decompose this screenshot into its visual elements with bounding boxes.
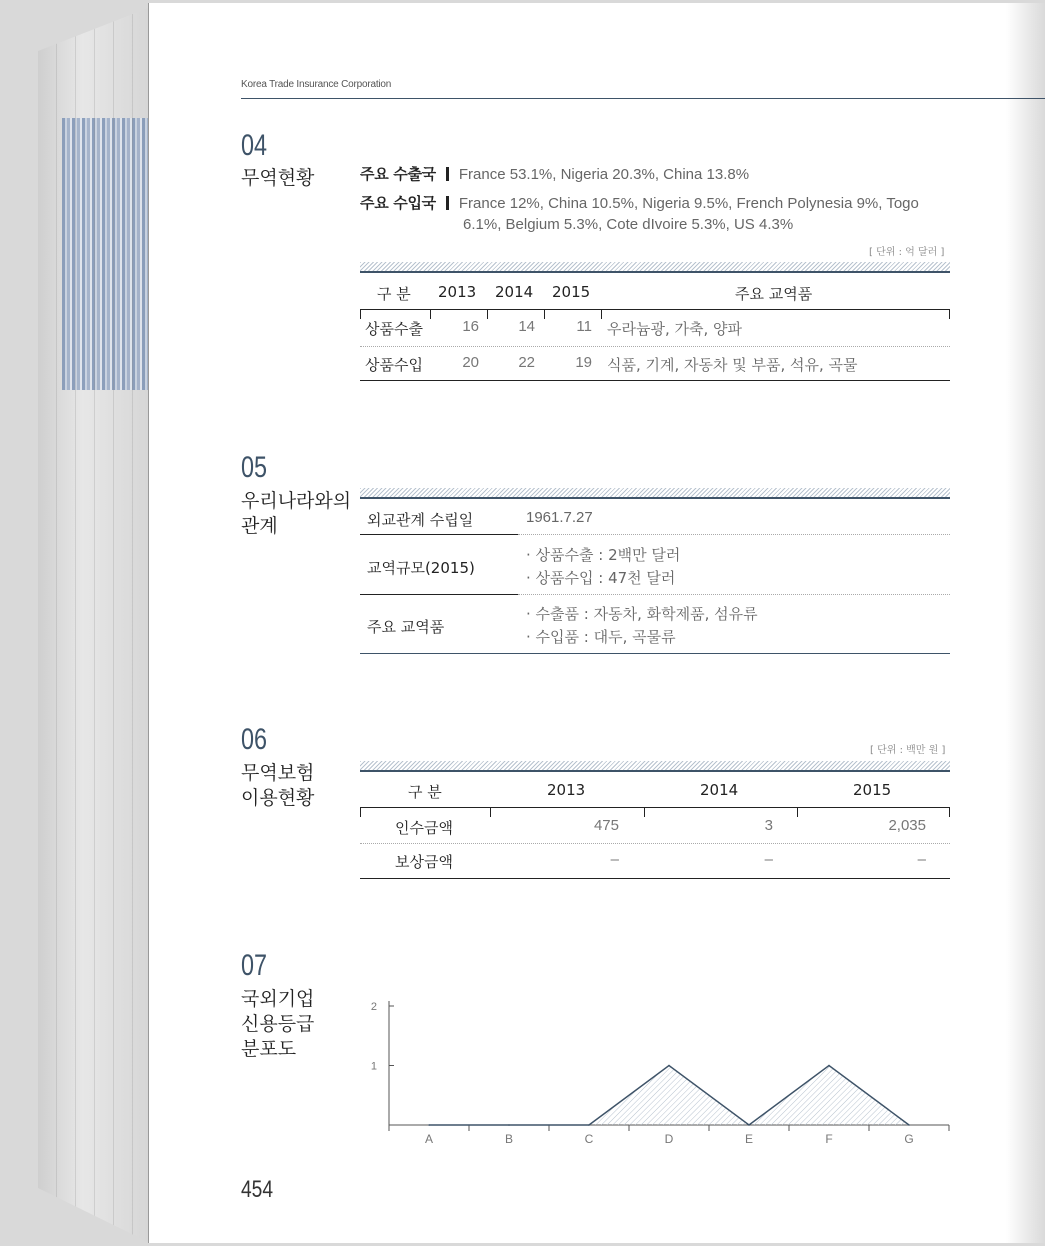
row-divider	[518, 594, 950, 595]
col-header-2013: 2013	[547, 781, 586, 799]
x-tick-label: E	[744, 1132, 754, 1146]
row-value: · 상품수입 : 47천 달러	[526, 569, 676, 587]
cell-value: 3	[764, 817, 773, 834]
col-header-2014: 2014	[495, 283, 534, 301]
tick-line	[644, 807, 645, 817]
table-hatch-header	[360, 761, 950, 772]
row-divider	[360, 843, 950, 844]
col-header-2014: 2014	[700, 781, 739, 799]
import-value-line1: France 12%, China 10.5%, Nigeria 9.5%, French Polynesia 9%, Togo	[458, 195, 919, 212]
x-tick-label: G	[904, 1132, 914, 1146]
header-underline	[360, 807, 950, 808]
tick-line	[430, 309, 431, 319]
tick-line	[487, 309, 488, 319]
row-divider	[360, 346, 950, 347]
row-label: 외교관계 수립일	[367, 511, 474, 529]
row-label: 인수금액	[395, 819, 453, 837]
tick-line	[949, 309, 950, 319]
row-divider	[518, 534, 950, 535]
section-05-title: 우리나라와의 관계	[241, 490, 352, 537]
tick-line	[797, 807, 798, 817]
export-value: France 53.1%, Nigeria 20.3%, China 13.8%	[458, 166, 750, 183]
cell-value: 22	[518, 354, 535, 371]
cell-value: 16	[462, 318, 479, 335]
document-page	[148, 3, 1045, 1243]
data-point	[588, 1124, 590, 1126]
x-tick-label: F	[825, 1132, 833, 1146]
x-tick-label: C	[584, 1132, 594, 1146]
x-tick-label: D	[664, 1132, 674, 1146]
running-head: Korea Trade Insurance Corporation	[241, 79, 392, 90]
tick-line	[601, 309, 602, 319]
data-point	[908, 1124, 910, 1126]
cell-value: 2,035	[888, 817, 926, 834]
row-value: · 상품수출 : 2백만 달러	[526, 546, 681, 564]
table-bottom-rule	[360, 878, 950, 879]
col-header-2015: 2015	[853, 781, 892, 799]
page-gutter-shadow	[1006, 3, 1045, 1243]
book-spine-edge	[38, 8, 150, 1242]
cell-items: 식품, 기계, 자동차 및 부품, 석유, 곡물	[607, 356, 858, 374]
tick-line	[360, 807, 361, 817]
table-hatch-header	[360, 488, 950, 499]
label-underline	[360, 594, 518, 595]
cell-value: 11	[576, 318, 592, 335]
data-point	[748, 1124, 750, 1126]
label-underline	[360, 534, 518, 535]
col-header-2015: 2015	[552, 283, 591, 301]
import-label: 주요 수입국	[360, 194, 436, 212]
section-06-number: 06	[241, 723, 268, 756]
page-number: 454	[241, 1176, 274, 1203]
row-label: 상품수출	[365, 320, 423, 338]
row-value: · 수입품 : 대두, 곡물류	[526, 628, 676, 646]
tick-line	[544, 309, 545, 319]
table-hatch-header	[360, 262, 950, 273]
data-point	[428, 1124, 430, 1126]
separator-bar	[446, 167, 449, 181]
series-area	[429, 1066, 909, 1126]
col-header-2013: 2013	[438, 283, 477, 301]
section-07-number: 07	[241, 949, 268, 982]
row-label: 보상금액	[395, 853, 453, 871]
tick-line	[490, 807, 491, 817]
import-countries	[360, 192, 919, 213]
cell-value: –	[610, 851, 619, 868]
cell-value: 475	[593, 817, 619, 834]
import-value-continued	[463, 215, 793, 233]
section-04-number: 04	[241, 129, 268, 162]
col-header-items: 주요 교역품	[735, 285, 813, 303]
data-point	[828, 1065, 830, 1067]
row-label: 주요 교역품	[367, 618, 445, 636]
import-value-line2: 6.1%, Belgium 5.3%, Cote dIvoire 5.3%, US 4.3%	[463, 216, 794, 233]
credit-rating-chart	[359, 988, 959, 1148]
data-point	[668, 1065, 670, 1067]
cell-value: –	[764, 851, 773, 868]
header-underline	[360, 309, 950, 310]
cell-value: 14	[518, 318, 535, 335]
section-05-number: 05	[241, 451, 268, 484]
spine-dotted-lines	[38, 8, 148, 1242]
table-bottom-rule	[360, 653, 950, 654]
table-bottom-rule	[360, 380, 950, 381]
separator-bar	[446, 196, 449, 210]
row-label: 상품수입	[365, 356, 423, 374]
col-header-category: 구 분	[377, 285, 411, 303]
data-point	[508, 1124, 510, 1126]
x-tick-label: A	[424, 1132, 434, 1146]
cell-value: 20	[462, 354, 479, 371]
header-rule	[241, 98, 1045, 99]
tick-line	[360, 309, 361, 319]
section-04-title: 무역현황	[241, 167, 315, 189]
cell-items: 우라늄광, 가축, 양파	[607, 320, 742, 338]
row-value: · 수출품 : 자동차, 화학제품, 섬유류	[526, 605, 758, 623]
row-label: 교역규모(2015)	[367, 559, 475, 577]
x-tick-label: B	[504, 1132, 514, 1146]
export-label: 주요 수출국	[360, 165, 436, 183]
y-tick-label: 1	[370, 1060, 377, 1073]
cell-value: 19	[575, 354, 592, 371]
tick-line	[949, 807, 950, 817]
section-07-title: 국외기업 신용등급 분포도	[241, 988, 315, 1060]
trade-unit-note: [ 단위 : 억 달러 ]	[869, 247, 945, 258]
col-header-category: 구 분	[408, 783, 442, 801]
section-06-title: 무역보험 이용현황	[241, 762, 315, 809]
row-value: 1961.7.27	[526, 509, 593, 526]
insurance-unit-note: [ 단위 : 백만 원 ]	[870, 745, 946, 756]
y-tick-label: 2	[370, 1001, 377, 1013]
cell-value: –	[917, 851, 926, 868]
export-countries	[360, 163, 749, 184]
